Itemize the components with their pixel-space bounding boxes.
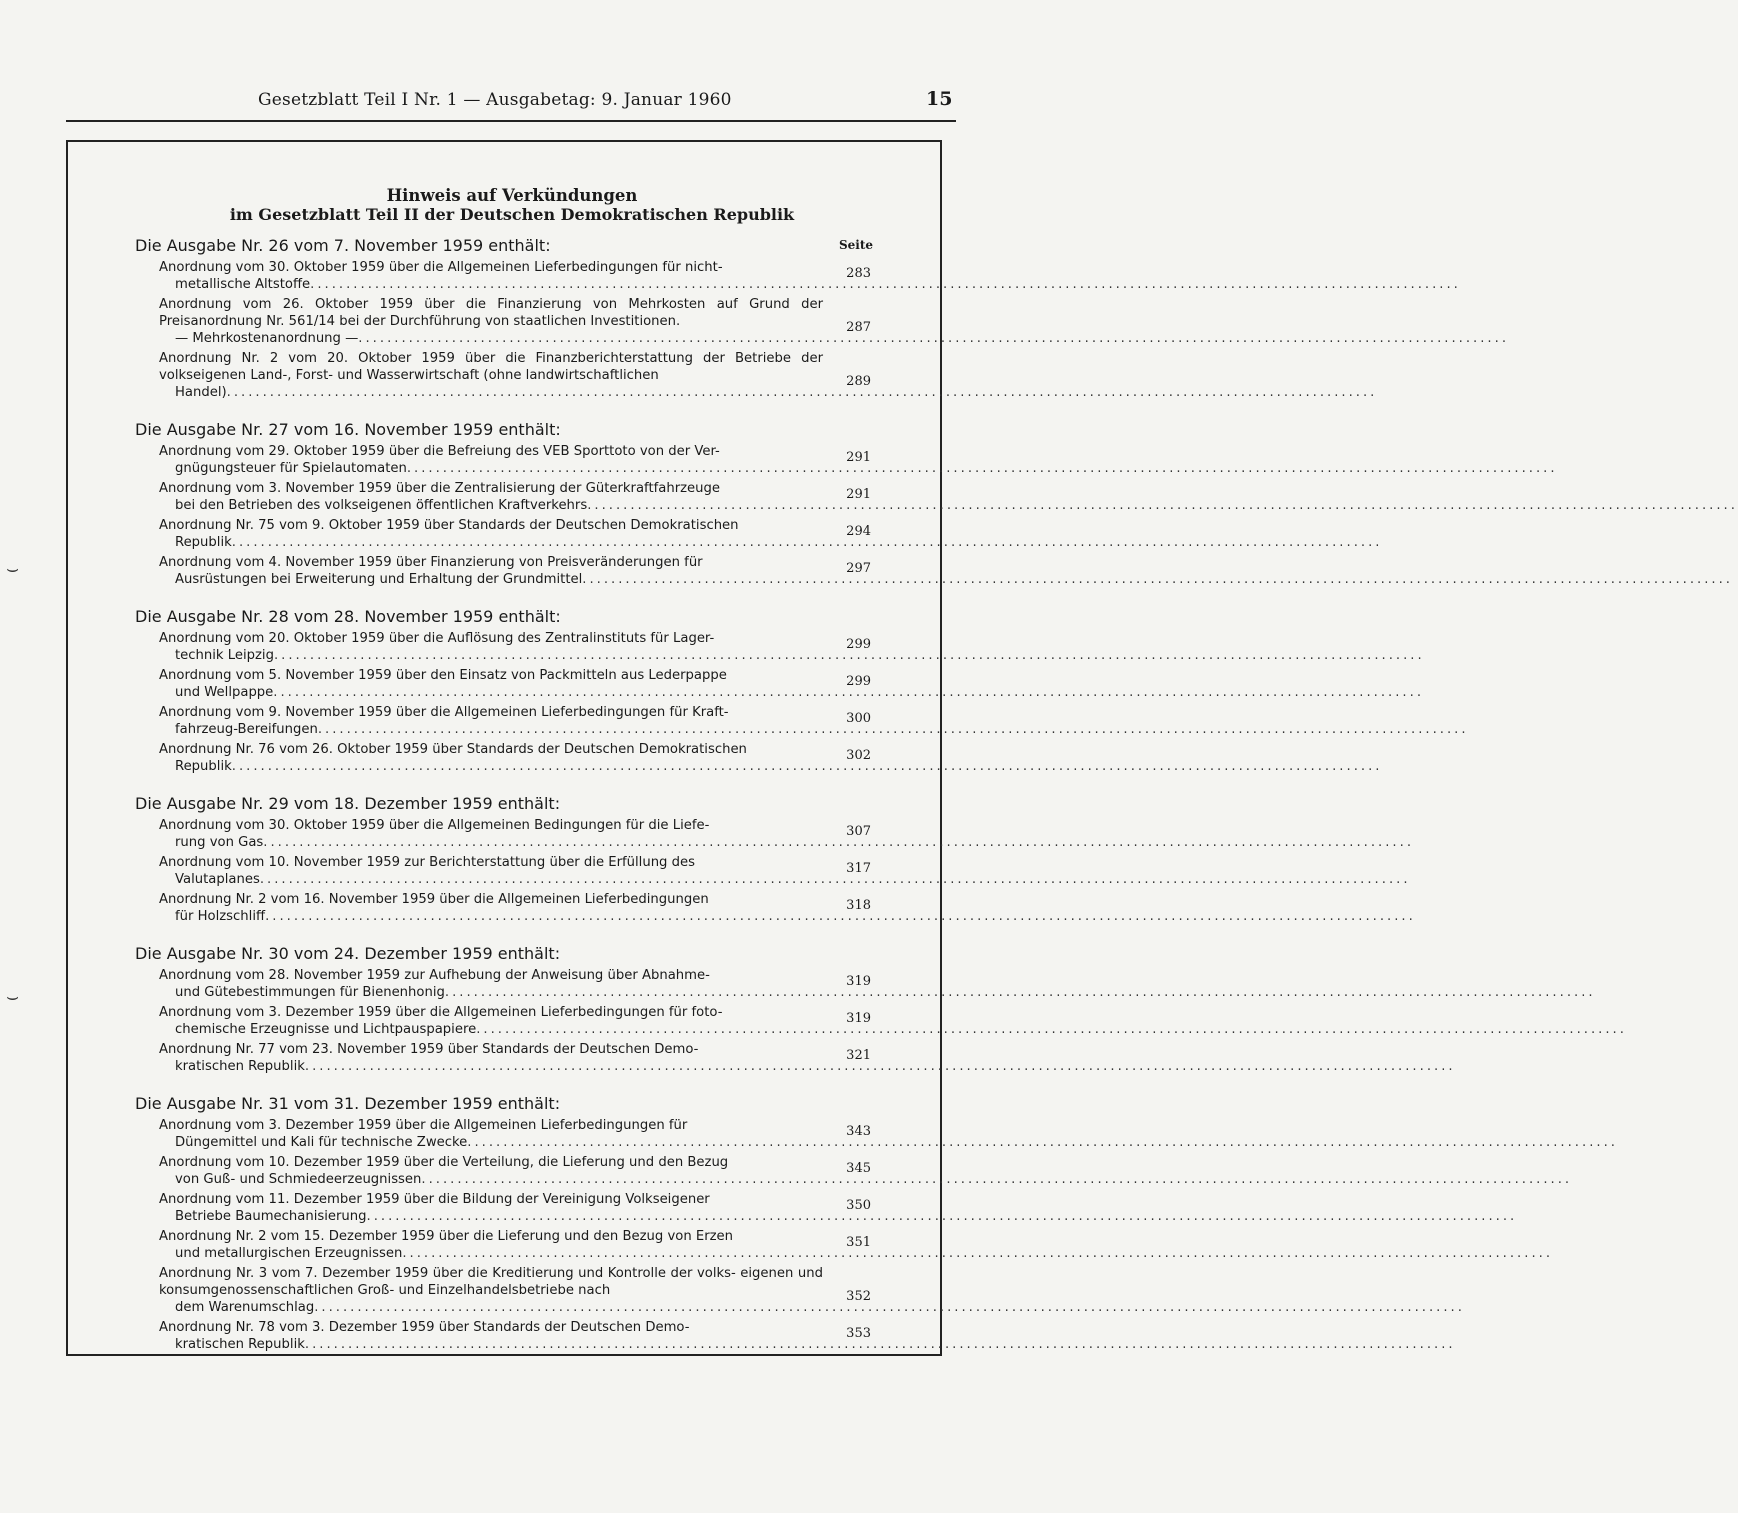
leader-dots: ................................................................................................................................................................ [587, 498, 1738, 513]
entry-title: Anordnung Nr. 2 vom 15. Dezember 1959 über die Lieferung und den Bezug von Erzen [159, 1229, 734, 1244]
leader-dots: ................................................................................................................................................................ [259, 872, 1411, 887]
entry-continuation [159, 1058, 1456, 1075]
entry-continuation [159, 1299, 1465, 1316]
entry-last-line: fahrzeug-Bereifungen [175, 722, 318, 737]
entry-page-number: 307 [846, 824, 871, 839]
entry-continuation [159, 330, 1510, 347]
entry-last-line: und Wellpappe [175, 685, 274, 700]
entry-page-number: 319 [846, 1011, 871, 1026]
entry-page-number: 294 [846, 524, 871, 539]
issue-heading: Die Ausgabe Nr. 30 vom 24. Dezember 1959 enthält: [135, 944, 561, 963]
entry-page-number: 299 [846, 674, 871, 689]
list-item [159, 854, 1411, 888]
entry-page-number: 353 [846, 1326, 871, 1341]
entry-title: Anordnung vom 3. Dezember 1959 über die Allgemeinen Lieferbedingungen für foto- [159, 1005, 723, 1020]
notice-subtitle: im Gesetzblatt Teil II der Deutschen Demokratischen Republik [229, 205, 795, 224]
entry-continuation [159, 460, 1558, 477]
leader-dots: ................................................................................................................................................................ [317, 722, 1469, 737]
list-item [159, 704, 1469, 738]
issue-heading: Die Ausgabe Nr. 27 vom 16. November 1959 enthält: [135, 420, 561, 439]
leader-dots: ................................................................................................................................................................ [582, 572, 1733, 587]
entry-page-number: 352 [846, 1289, 871, 1304]
issues-list [135, 236, 1738, 1372]
entry-last-line: dem Warenumschlag [175, 1300, 315, 1315]
leader-dots: ................................................................................................................................................................ [314, 1300, 1465, 1315]
header-rule [66, 120, 956, 122]
entry-title: Anordnung vom 11. Dezember 1959 über die Bildung der Vereinigung Volkseigener [159, 1192, 710, 1207]
list-item [159, 817, 1415, 851]
entry-last-line: rung von Gas [175, 835, 264, 850]
entry-title: Anordnung vom 3. Dezember 1959 über die Allgemeinen Lieferbedingungen für [159, 1118, 688, 1133]
entry-continuation [159, 908, 1416, 925]
entry-continuation [159, 276, 1461, 293]
list-item [159, 630, 1425, 664]
entry-last-line: für Holzschliff [175, 909, 266, 924]
list-item [159, 741, 1383, 775]
entry-continuation [159, 1245, 1554, 1262]
issue-block [135, 236, 1510, 401]
entry-page-number: 351 [846, 1235, 871, 1250]
entry-page-number: 300 [846, 711, 871, 726]
entry-title: Anordnung vom 30. Oktober 1959 über die Allgemeinen Lieferbedingungen für nicht- [159, 260, 723, 275]
list-item [159, 891, 1416, 925]
entry-continuation [159, 721, 1469, 738]
leader-dots: ................................................................................................................................................................ [265, 909, 1416, 924]
entry-page-number: 317 [846, 861, 871, 876]
entry-title: Anordnung vom 4. November 1959 über Finanzierung von Preisveränderungen für [159, 555, 703, 570]
entry-page-number: 343 [846, 1124, 871, 1139]
list-item [159, 1265, 1465, 1316]
leader-dots: ................................................................................................................................................................ [273, 685, 1425, 700]
leader-dots: ................................................................................................................................................................ [226, 385, 1378, 400]
entry-continuation [159, 571, 1733, 588]
entry-last-line: Düngemittel und Kali für technische Zwecke [175, 1135, 468, 1150]
leader-dots: ................................................................................................................................................................ [231, 535, 1383, 550]
leader-dots: ................................................................................................................................................................ [402, 1246, 1554, 1261]
entry-last-line: Valutaplanes [175, 872, 260, 887]
entry-page-number: 297 [846, 561, 871, 576]
leader-dots: ................................................................................................................................................................ [273, 648, 1425, 663]
entry-page-number: 289 [846, 374, 871, 389]
issue-block [135, 944, 1627, 1075]
entry-continuation [159, 534, 1383, 551]
entry-continuation [159, 647, 1425, 664]
entry-continuation [159, 684, 1425, 701]
leader-dots: ................................................................................................................................................................ [406, 461, 1558, 476]
entry-title: Anordnung vom 20. Oktober 1959 über die Auflösung des Zentralinstituts für Lager- [159, 631, 715, 646]
list-item [159, 480, 1738, 514]
entry-continuation [159, 984, 1596, 1001]
entry-last-line: von Guß- und Schmiedeerzeugnissen [175, 1172, 422, 1187]
entry-title: Anordnung Nr. 2 vom 20. Oktober 1959 über die Finanzberichterstattung der Betriebe der volkseigenen Land-, Forst- und Wasserwirtschaft (ohne landwirtschaftlichen [159, 351, 823, 383]
entry-last-line: kratischen Republik [175, 1059, 305, 1074]
entry-title: Anordnung Nr. 2 vom 16. November 1959 über die Allgemeinen Lieferbedingungen [159, 892, 709, 907]
issue-heading: Die Ausgabe Nr. 29 vom 18. Dezember 1959 enthält: [135, 794, 561, 813]
list-item [159, 296, 1510, 347]
entry-page-number: 350 [846, 1198, 871, 1213]
entry-page-number: 291 [846, 450, 871, 465]
list-item [159, 1154, 1573, 1188]
leader-dots: ................................................................................................................................................................ [358, 331, 1510, 346]
list-item [159, 1191, 1518, 1225]
issue-block [135, 794, 1416, 925]
leader-dots: ................................................................................................................................................................ [467, 1135, 1618, 1150]
entry-title: Anordnung Nr. 75 vom 9. Oktober 1959 über Standards der Deutschen Demokratischen [159, 518, 739, 533]
entry-last-line: chemische Erzeugnisse und Lichtpauspapiere [175, 1022, 477, 1037]
entry-last-line: metallische Altstoffe [175, 277, 311, 292]
entry-continuation [159, 834, 1415, 851]
entry-last-line: Republik [175, 535, 232, 550]
entry-title: Anordnung Nr. 78 vom 3. Dezember 1959 über Standards der Deutschen Demo- [159, 1320, 690, 1335]
entry-continuation [159, 1336, 1456, 1353]
entry-title: Anordnung vom 3. November 1959 über die Zentralisierung der Güterkraftfahrzeuge [159, 481, 721, 496]
entry-title: Anordnung Nr. 77 vom 23. November 1959 über Standards der Deutschen Demo- [159, 1042, 699, 1057]
issue-heading: Die Ausgabe Nr. 31 vom 31. Dezember 1959 enthält: [135, 1094, 561, 1113]
entry-page-number: 283 [846, 266, 871, 281]
issue-block [135, 607, 1469, 775]
entry-last-line: Republik [175, 759, 232, 774]
list-item [159, 667, 1425, 701]
entry-page-number: 287 [846, 320, 871, 335]
entry-title: Anordnung vom 28. November 1959 zur Aufhebung der Anweisung über Abnahme- [159, 968, 710, 983]
entry-page-number: 299 [846, 637, 871, 652]
entry-last-line: und metallurgischen Erzeugnissen [175, 1246, 403, 1261]
entry-last-line: Ausrüstungen bei Erweiterung und Erhaltung der Grundmittel [175, 572, 583, 587]
entry-title: Anordnung vom 10. Dezember 1959 über die Verteilung, die Lieferung und den Bezug [159, 1155, 729, 1170]
leader-dots: ................................................................................................................................................................ [310, 277, 1461, 292]
issue-heading: Die Ausgabe Nr. 28 vom 28. November 1959 enthält: [135, 607, 561, 626]
entry-last-line: und Gütebestimmungen für Bienenhonig [175, 985, 445, 1000]
entry-continuation [159, 384, 1378, 401]
page-number: 15 [926, 88, 953, 110]
margin-tick-1: ⌣ [6, 556, 20, 580]
entry-title: Anordnung Nr. 76 vom 26. Oktober 1959 über Standards der Deutschen Demokratischen [159, 742, 747, 757]
entry-last-line: technik Leipzig [175, 648, 274, 663]
entry-continuation [159, 497, 1738, 514]
leader-dots: ................................................................................................................................................................ [231, 759, 1383, 774]
leader-dots: ................................................................................................................................................................ [366, 1209, 1518, 1224]
entry-continuation [159, 758, 1383, 775]
leader-dots: ................................................................................................................................................................ [476, 1022, 1627, 1037]
list-item [159, 554, 1733, 588]
entry-page-number: 318 [846, 898, 871, 913]
entry-last-line: Handel) [175, 385, 227, 400]
entry-continuation [159, 1208, 1518, 1225]
notice-title: Hinweis auf Verkündungen [386, 186, 638, 205]
list-item [159, 1319, 1456, 1353]
entry-page-number: 291 [846, 487, 871, 502]
entry-continuation [159, 1134, 1618, 1151]
entry-page-number: 345 [846, 1161, 871, 1176]
list-item [159, 350, 1378, 401]
entry-title: Anordnung vom 30. Oktober 1959 über die Allgemeinen Bedingungen für die Liefe- [159, 818, 710, 833]
entry-continuation [159, 1171, 1573, 1188]
entry-title: Anordnung vom 26. Oktober 1959 über die Finanzierung von Mehrkosten auf Grund der Preisanordnung Nr. 561/14 bei der Durchführung von staatlichen Investitionen. [159, 297, 823, 329]
entry-continuation [159, 871, 1411, 888]
list-item [159, 967, 1596, 1001]
entry-page-number: 321 [846, 1048, 871, 1063]
entry-last-line: gnügungsteuer für Spielautomaten [175, 461, 407, 476]
leader-dots: ................................................................................................................................................................ [304, 1059, 1456, 1074]
leader-dots: ................................................................................................................................................................ [304, 1337, 1456, 1352]
list-item [159, 259, 1461, 293]
running-head: Gesetzblatt Teil I Nr. 1 — Ausgabetag: 9. Januar 1960 [258, 90, 732, 110]
list-item [159, 1004, 1627, 1038]
entry-last-line: kratischen Republik [175, 1337, 305, 1352]
leader-dots: ................................................................................................................................................................ [263, 835, 1415, 850]
list-item [159, 517, 1383, 551]
entry-last-line: Betriebe Baumechanisierung [175, 1209, 367, 1224]
entry-title: Anordnung vom 10. November 1959 zur Berichterstattung über die Erfüllung des [159, 855, 695, 870]
entry-page-number: 302 [846, 748, 871, 763]
entry-continuation [159, 1021, 1627, 1038]
leader-dots: ................................................................................................................................................................ [421, 1172, 1573, 1187]
entry-title: Anordnung vom 5. November 1959 über den Einsatz von Packmitteln aus Lederpappe [159, 668, 727, 683]
entry-title: Anordnung vom 29. Oktober 1959 über die Befreiung des VEB Sporttoto von der Ver- [159, 444, 720, 459]
list-item [159, 1041, 1456, 1075]
list-item [159, 1228, 1554, 1262]
issue-heading: Die Ausgabe Nr. 26 vom 7. November 1959 enthält: [135, 236, 551, 255]
list-item [159, 443, 1558, 477]
margin-tick-2: ⌣ [6, 984, 20, 1008]
entry-last-line: — Mehrkostenanordnung — [175, 331, 359, 346]
entry-title: Anordnung vom 9. November 1959 über die Allgemeinen Lieferbedingungen für Kraft- [159, 705, 729, 720]
list-item [159, 1117, 1618, 1151]
entry-page-number: 319 [846, 974, 871, 989]
entry-last-line: bei den Betrieben des volkseigenen öffentlichen Kraftverkehrs [175, 498, 588, 513]
page-column-label: Seite [839, 238, 874, 252]
entry-title: Anordnung Nr. 3 vom 7. Dezember 1959 über die Kreditierung und Kontrolle der volks- eigenen und konsumgenossenschaftlichen Groß- und Einzelhandelsbetriebe nach [159, 1266, 823, 1298]
issue-block [135, 1094, 1618, 1353]
issue-block [135, 420, 1738, 588]
leader-dots: ................................................................................................................................................................ [444, 985, 1596, 1000]
